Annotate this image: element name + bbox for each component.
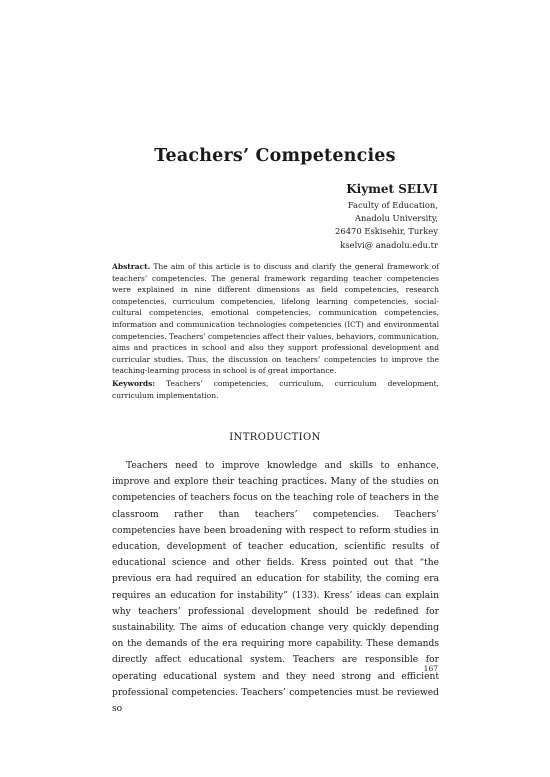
section-heading: INTRODUCTION — [229, 432, 321, 443]
article-title: Teachers’ Competencies — [154, 146, 396, 166]
keywords-label: Keywords: — [112, 379, 156, 388]
affiliation-line: Faculty of Education, — [347, 200, 438, 210]
author-name: Kiymet SELVI — [346, 182, 438, 196]
author-email: kselvi@ anadolu.edu.tr — [340, 239, 438, 250]
abstract — [112, 261, 439, 377]
body-paragraph: Teachers need to improve knowledge and skills to enhance, improve and explore their teaching practices. Many of the studies on competencies of teachers focus on the teaching role of teachers in the classroom rather than teachers’ competencies. Teachers’ competencies have been broadening with respect to reform studies in education, development of teacher education, scientific results of educational science and other fields. Kress pointed out that “the previous era had required an education for stability, the coming era requires an education for instability” (133). Kress’ ideas can explain why teachers’ professional development should be redefined for sustainability. The aims of education change very quickly depending on the demands of the era requiring more capability. These demands directly affect educational system. Teachers are responsible for operating educational system and they need strong and efficient professional competencies. Teachers’ competencies must be reviewed so — [112, 461, 439, 715]
abstract-text: The aim of this article is to discuss and clarify the general framework of teachers’ competencies. The general framework regarding teacher competencies were explained in nine different dimensions as field competencies, research competencies, curriculum competencies, lifelong learning competencies, social-cultural competencies, emotional competencies, communication competencies, information and communication technologies competencies (ICT) and environmental competencies. Teachers’ competencies affect their values, behaviors, communication, aims and practices in school and also they support professional development and curricular studies. Thus, the discussion on teachers’ competencies to improve the teaching-learning process in school is of great importance. — [112, 262, 439, 376]
affiliation-line: Anadolu University, — [354, 213, 438, 224]
keywords-text: Teachers’ competencies, curriculum, curriculum development, curriculum implementation. — [112, 379, 439, 400]
abstract-label: Abstract. — [112, 262, 151, 271]
author-block — [335, 182, 438, 252]
page-number: 167 — [423, 664, 438, 673]
keywords — [112, 378, 439, 401]
affiliation-line: 26470 Eskisehir, Turkey — [335, 226, 438, 237]
